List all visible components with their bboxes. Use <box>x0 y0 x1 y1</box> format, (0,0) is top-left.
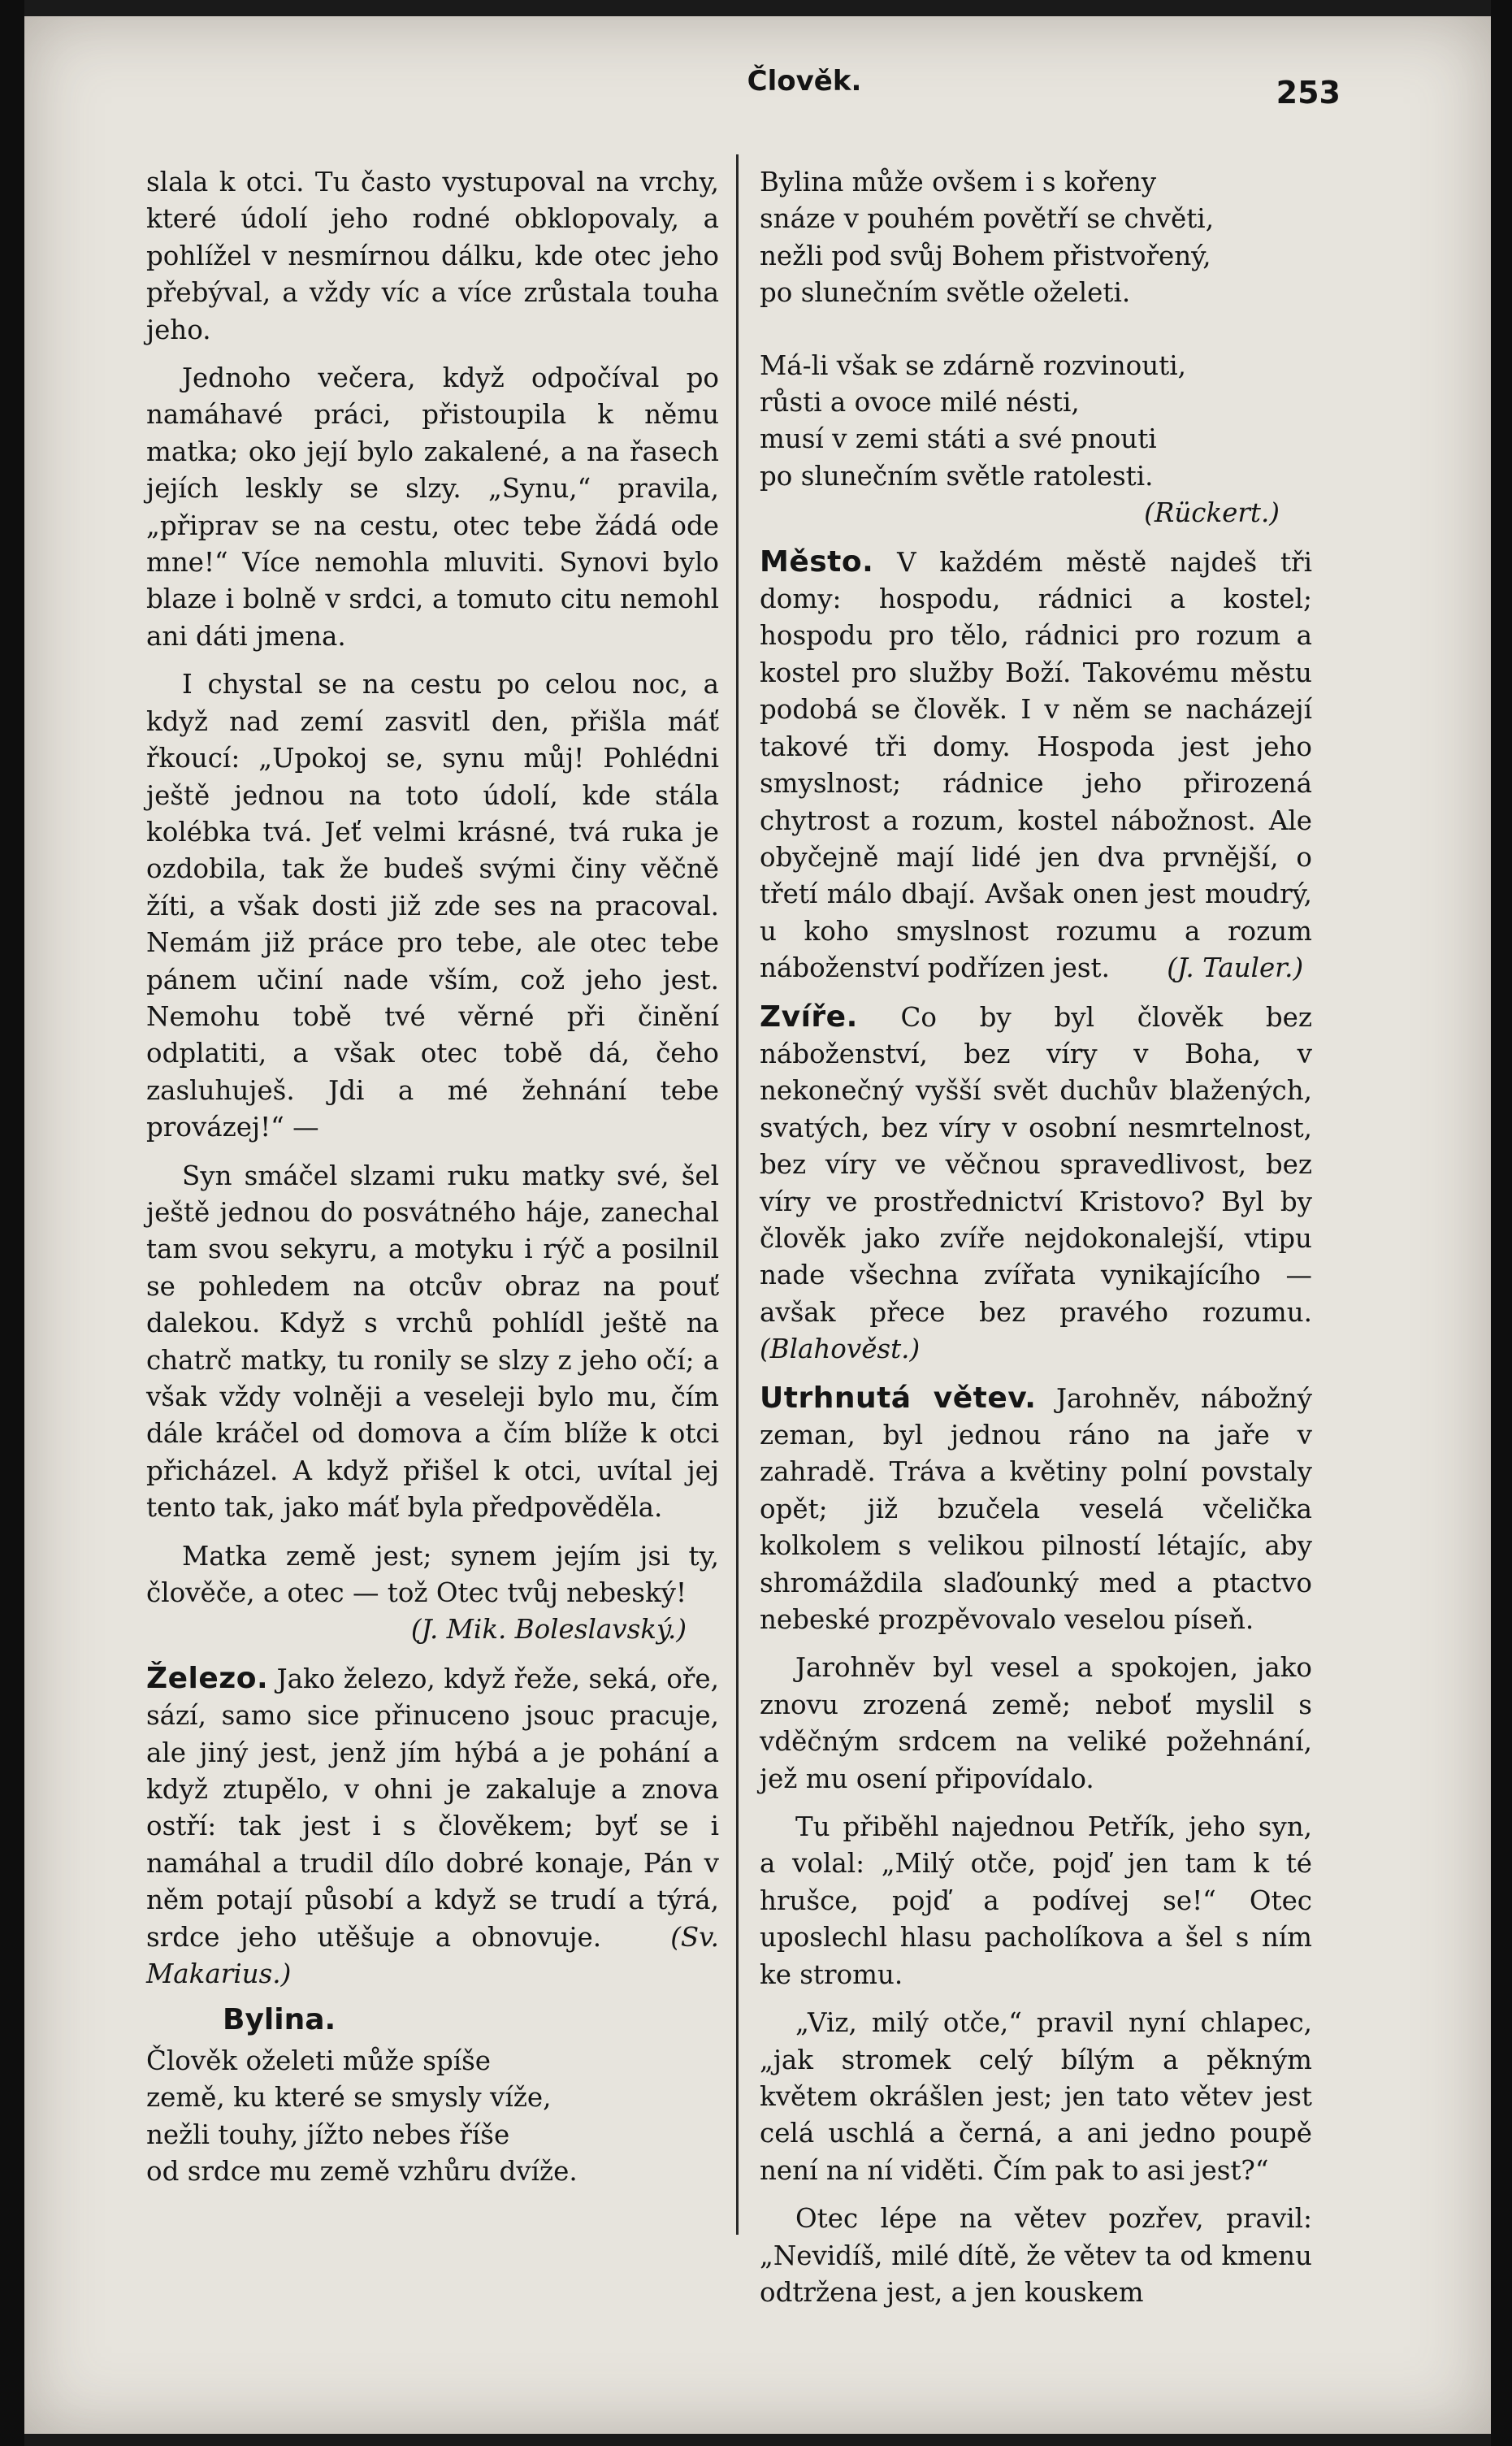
verse-line: růsti a ovoce milé nésti, <box>760 387 1080 419</box>
running-header: Člověk. <box>747 65 862 98</box>
entry-text: Jarohněv, nábožný zeman, byl jednou ráno na jaře v zahradě. Tráva a květiny polní povstaly opět; již bzučela veselá včelička kolkolem s velikou pilností létajíc, aby shromáždila slaďounký med a ptactvo nebeské prozpěvovalo veselou píseň. <box>760 1382 1312 1636</box>
verse-line: země, ku které se smysly víže, <box>146 2082 552 2114</box>
verse-line: po slunečním světle ratolesti. <box>760 460 1154 492</box>
verse-line: po slunečním světle oželeti. <box>760 277 1131 309</box>
paragraph: Jednoho večera, když odpočíval po namáhavé práci, přistoupila k němu matka; oko její bylo zakalené, a na řasech jejích leskly se slzy. „Synu,“ pravila, „připrav se na cestu, otec tebe žádá ode mne!“ Více nemohla mluviti. Synovi bylo blaze i bolně v srdci, a tomuto citu nemohl ani dáti jmena. <box>146 362 719 652</box>
paragraph: „Viz, milý otče,“ pravil nyní chlapec, „jak stromek celý bílým a pěkným květem okrášlen jest; jen tato větev jest celá uschlá a černá, a ani jedno poupě není na ní viděti. Čím pak to asi jest?“ <box>760 2007 1312 2186</box>
paragraph: Matka země jest; synem jejím jsi ty, člověče, a otec — tož Otec tvůj nebeský! <box>146 1540 719 1609</box>
citation: (J. Mik. Boleslavský.) <box>410 1614 687 1646</box>
page-number: 253 <box>1276 75 1341 111</box>
verse-line: snáze v pouhém povětří se chvěti, <box>760 203 1215 235</box>
column-divider <box>736 154 739 2235</box>
entry-text: V každém městě najdeš tři domy: hospodu, rádnici a kostel; hospodu pro tělo, rádnici pro rozum a kostel pro služby Boží. Takovému městu podobá se člověk. I v něm se nacházejí takové tři domy. Hospoda jest jeho smyslnost; rádnice jeho přirozená chytrost a rozum, kostel nábožnost. Ale obyčejně mají lidé jen dva prvnější, o třetí málo dbají. Avšak onen jest moudrý, u koho smyslnost rozumu a rozum náboženství podřízen jest. <box>760 546 1312 984</box>
citation: (Blahověst.) <box>760 1334 921 1365</box>
scan-edge-left <box>0 0 24 2446</box>
citation: (Rückert.) <box>1144 497 1280 529</box>
entry-heading: Zvíře. <box>760 1000 858 1034</box>
paragraph: Jarohněv byl vesel a spokojen, jako znovu zrozená země; neboť myslil s vděčným srdcem na veliké požehnání, jež mu osení připovídalo. <box>760 1652 1312 1794</box>
verse-line: Člověk oželeti může spíše <box>146 2045 492 2076</box>
entry-heading: Železo. <box>146 1661 269 1695</box>
verse-line: Bylina může ovšem i s kořeny <box>760 167 1157 197</box>
citation: (Sv. Makarius.) <box>146 1921 719 1990</box>
paragraph: I chystal se na cestu po celou noc, a když nad zemí zasvitl den, přišla máť řkoucí: „Upokoj se, synu můj! Pohlédni ještě jednou na toto údolí, kde stála kolébka tvá. Jeť velmi krásné, tvá ruka je ozdobila, tak že budeš svými činy věčně žíti, a však dosti již zde ses na pracoval. Nemám již práce pro tebe, ale otec tebe pánem učiní nade vším, což jeho jest. Nemohu tobě tvé věrné při činění odplatiti, a však otec tobě dá, čeho zasluhuješ. Jdi a mé žehnání tebe provázej!“ — <box>146 669 719 1143</box>
entry-heading: Utrhnutá větev. <box>760 1381 1037 1415</box>
paragraph: Syn smáčel slzami ruku matky své, šel ještě jednou do posvátného háje, zanechal tam svou sekyru, a motyku i rýč a posilnil se pohledem na otcův obraz na pouť dalekou. Když s vrchů pohlídl ještě na chatrč matky, tu ronily se slzy z jeho očí; a však vždy volněji a veseleji bylo mu, čím dále kráčel od domova a čím blíže k otci přicházel. A když přišel k otci, uvítal jej tento tak, jako máť byla předpověděla. <box>146 1160 719 1524</box>
verse-line: nežli touhy, jížto nebes říše <box>146 2119 510 2150</box>
right-column <box>760 164 1312 2311</box>
verse-line: Má-li však se zdárně rozvinouti, <box>760 349 1186 381</box>
entry-zelezo <box>146 1660 719 1993</box>
verse-line: nežli pod svůj Bohem přistvořený, <box>760 240 1211 271</box>
entry-text: Co by byl člověk bez náboženství, bez víry v Boha, v nekonečný vyšší svět duchův blažených, svatých, bez víry v osobní nesmrtelnost, bez víry ve věčnou spravedlivost, bez víry ve prostřednictví Kristovo? Byl by člověk jako zvíře nejdokonalejší, vtipu nade všechna zvířata vynikajícího — avšak přece bez pravého rozumu. <box>760 1001 1312 1328</box>
citation: (J. Tauler.) <box>1167 952 1304 984</box>
entry-vetev <box>760 1380 1312 1639</box>
poem <box>760 348 1312 496</box>
entry-mesto <box>760 544 1312 987</box>
entry-heading: Bylina. <box>223 2002 336 2036</box>
poem <box>146 2043 719 2191</box>
poem <box>760 164 1312 312</box>
left-column <box>146 164 719 2191</box>
verse-line: musí v zemi státi a své pnouti <box>760 423 1157 455</box>
paragraph: Tu přiběhl najednou Petřík, jeho syn, a volal: „Milý otče, pojď jen tam k té hrušce, pojď a podívej se!“ Otec uposlechl hlasu pacholíkova a šel s ním ke stromu. <box>760 1811 1312 1990</box>
entry-zvire <box>760 999 1312 1368</box>
entry-heading: Město. <box>760 544 874 579</box>
paragraph: Otec lépe na větev pozřev, pravil: „Nevidíš, milé dítě, že větev ta od kmenu odtržena jest, a jen kouskem <box>760 2203 1312 2308</box>
entry-text: Jako železo, když řeže, seká, oře, sází, samo sice přinuceno jsouc pracuje, ale jiný jest, jenž jím hýbá a je pohání a když ztupělo, v ohni je zakaluje a znova ostří: tak jest i s člověkem; byť se i namáhal a trudil dílo dobré konaje, Pán v něm potají působí a když se trudí a týrá, srdce jeho utěšuje a obnovuje. <box>146 1663 719 1953</box>
scan-edge-right <box>1491 0 1512 2446</box>
verse-line: od srdce mu země vzhůru dvíže. <box>146 2156 578 2188</box>
paragraph: slala k otci. Tu často vystupoval na vrchy, které údolí jeho rodné obklopovaly, a pohlížel v nesmírnou dálku, kde otec jeho přebýval, a vždy víc a více zrůstala touha jeho. <box>146 167 719 345</box>
